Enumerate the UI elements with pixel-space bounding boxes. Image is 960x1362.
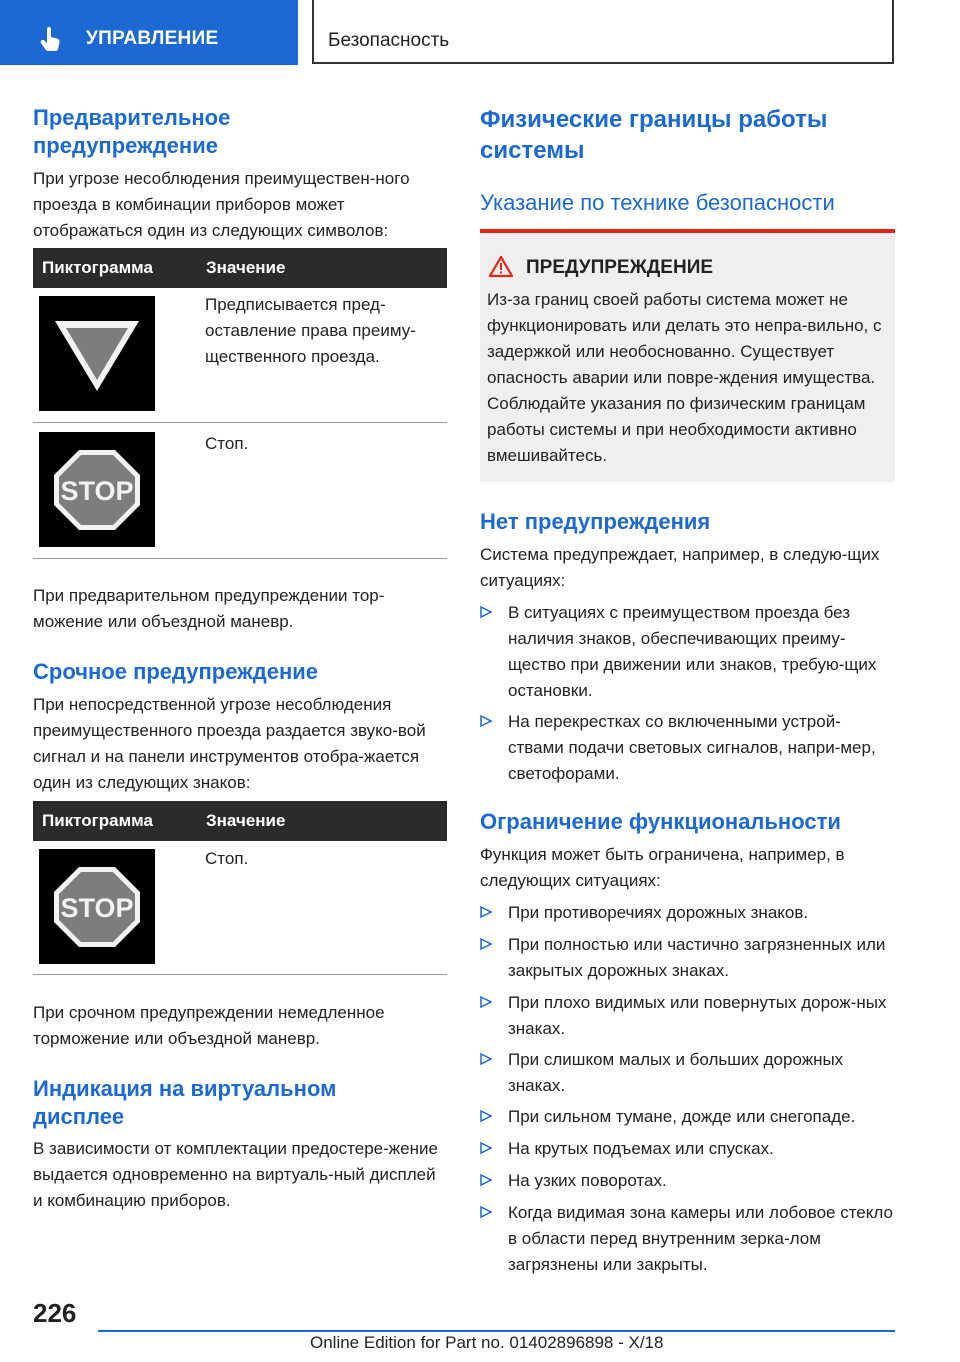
chapter-title: УПРАВЛЕНИЕ — [86, 28, 219, 49]
section-title: Безопасность — [328, 30, 450, 51]
table-header — [33, 248, 447, 288]
edition-text: Online Edition for Part no. 01402896898 - X/18 — [310, 1333, 664, 1352]
table-row — [33, 423, 447, 559]
column-header-pictogram: Пиктограмма — [42, 811, 153, 830]
warning-box — [480, 233, 895, 482]
stop-sign-text: STOP — [60, 476, 134, 506]
urgent-warning-after: При срочном предупреждении немедленное торможение или объездной маневр. — [33, 1003, 385, 1048]
list-item-text: При сильном тумане, дожде или снегопаде. — [508, 1107, 856, 1126]
triangle-bullet-icon — [480, 938, 492, 950]
list-item-text: При противоречиях дорожных знаков. — [508, 903, 809, 922]
triangle-bullet-icon — [480, 715, 492, 727]
preliminary-warning-heading: Предварительное предупреждение — [33, 105, 231, 158]
chapter-tab[interactable] — [0, 0, 298, 65]
table-header — [33, 801, 447, 841]
warning-triangle-icon — [488, 255, 514, 278]
list-item-text: Когда видимая зона камеры или лобовое стекло в области перед внутренним зерка-лом загрязнены или закрыты. — [508, 1203, 893, 1274]
column-header-meaning: Значение — [206, 258, 286, 277]
triangle-bullet-icon — [480, 996, 492, 1008]
urgent-warning-text: При непосредственной угрозе несоблюдения преимущественного проезда раздается звуко-вой сигнал и на панели инструментов отобра-жается один из следующих знаков: — [33, 695, 426, 792]
triangle-bullet-icon — [480, 1110, 492, 1122]
preliminary-warning-after: При предварительном предупреждении тор-можение или объездной маневр. — [33, 586, 385, 631]
warning-text: Из-за границ своей работы система может не функционировать или делать это непра-вильно, с задержкой или необоснованно. Существует опасность аварии или повре-ждения имущества. Соблюдайте указания по физическим границам работы системы и при необходимости активно вмешивайтесь. — [487, 290, 882, 465]
virtual-display-heading: Индикация на виртуальном дисплее — [33, 1076, 337, 1129]
triangle-bullet-icon — [480, 606, 492, 618]
triangle-bullet-icon — [480, 1206, 492, 1218]
virtual-display-text: В зависимости от комплектации предостере-жение выдается одновременно на виртуаль-ный дисплей и комбинацию приборов. — [33, 1139, 438, 1210]
list-item-text: На крутых подъемах или спусках. — [508, 1139, 774, 1158]
triangle-bullet-icon — [480, 1142, 492, 1154]
stop-sign-icon — [39, 849, 155, 964]
section-header — [312, 0, 894, 64]
triangle-bullet-icon — [480, 1174, 492, 1186]
limitations-text: Функция может быть ограничена, например, в следующих ситуациях: — [480, 845, 845, 890]
triangle-bullet-icon — [480, 1053, 492, 1065]
limitations-heading: Ограничение функциональности — [480, 809, 841, 834]
urgent-warning-heading: Срочное предупреждение — [33, 659, 319, 684]
footer-divider — [98, 1330, 895, 1332]
column-header-pictogram: Пиктограмма — [42, 258, 153, 277]
row-meaning: Предписывается пред-оставление права преиму-щественного проезда. — [205, 295, 416, 366]
warning-title: ПРЕДУПРЕЖДЕНИЕ — [526, 257, 714, 278]
no-warning-heading: Нет предупреждения — [480, 509, 711, 534]
list-item-text: При полностью или частично загрязненных или закрытых дорожных знаках. — [508, 935, 886, 980]
list-item-text: При слишком малых и больших дорожных знаках. — [508, 1050, 844, 1095]
list-item-text: При плохо видимых или повернутых дорож-ных знаках. — [508, 993, 887, 1038]
table-row — [33, 288, 447, 423]
hand-pointer-icon — [40, 27, 62, 51]
row-meaning: Стоп. — [205, 434, 249, 453]
list-item-text: В ситуациях с преимуществом проезда без наличия знаков, обеспечивающих преиму-щество при движении или знаков, требую-щих остановки. — [508, 603, 877, 700]
physical-limits-heading: Физические границы работы системы — [480, 106, 828, 164]
list-item-text: На перекрестках со включенными устрой-ствами подачи световых сигналов, напри-мер, светофорами. — [508, 712, 876, 783]
column-header-meaning: Значение — [206, 811, 286, 830]
stop-sign-icon — [39, 432, 155, 547]
triangle-bullet-icon — [480, 906, 492, 918]
yield-sign-icon — [39, 296, 155, 411]
table-row — [33, 841, 447, 975]
stop-sign-text: STOP — [60, 893, 134, 923]
safety-notice-heading: Указание по технике безопасности — [480, 190, 835, 215]
row-meaning: Стоп. — [205, 849, 249, 868]
no-warning-text: Система предупреждает, например, в следую-щих ситуациях: — [480, 545, 880, 590]
page-number: 226 — [33, 1298, 77, 1328]
preliminary-warning-text: При угрозе несоблюдения преимуществен-ного проезда в комбинации приборов может отображаться один из следующих символов: — [33, 169, 410, 240]
list-item-text: На узких поворотах. — [508, 1171, 667, 1190]
